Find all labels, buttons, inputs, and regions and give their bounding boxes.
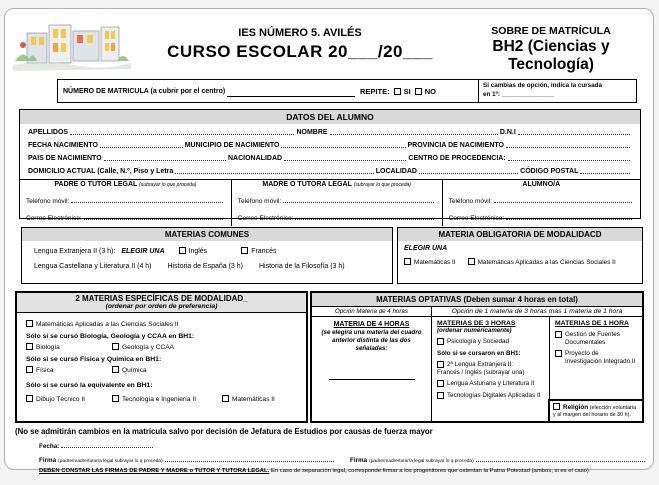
alumno-correo-field[interactable] [506, 211, 632, 220]
deben-constar-emphasis: DEBEN CONSTAR LAS FIRMAS DE PADRE Y MADRE o TUTOR Y TUTORA LEGAL. [39, 468, 270, 474]
row-pais-nacionalidad [20, 150, 640, 163]
alumno-telefono-label: Teléfono móvil: [448, 198, 492, 205]
envelope-title-block [453, 25, 649, 74]
matematicas-aplicadas-label: Matemáticas Aplicadas a las Ciencias Sociales II [477, 259, 616, 266]
materias-3h-note: (ordenar numéricamente) [437, 327, 512, 334]
obligatoria-elegir-una: ELEGIR UNA [404, 245, 448, 252]
student-data-section [19, 109, 641, 222]
gestion-fuentes-checkbox[interactable] [555, 331, 562, 338]
fecha-label: Fecha: [39, 443, 60, 450]
matematicas-ii-label: Matemáticas II [414, 259, 456, 266]
materias-optativas-section [310, 291, 644, 423]
especificas-subtitle: (ordenar por orden de preferencia) [105, 303, 218, 310]
frances-checkbox[interactable] [241, 247, 248, 254]
codigo-postal-label: CÓDIGO POSTAL [520, 168, 579, 175]
alumno-header: ALUMNO/A [522, 181, 561, 188]
fecha-nacimiento-field[interactable] [100, 139, 183, 148]
lengua-extranjera-label: Lengua Extranjera II (3 h): [34, 247, 116, 255]
quimica-checkbox[interactable] [112, 366, 119, 373]
madre-column [231, 180, 442, 226]
segunda-lengua-label: 2ª Lengua Extranjera II: [447, 360, 514, 368]
dibujo-tecnico-label: Dibujo Técnico II [36, 396, 85, 403]
deben-constar-rest: En caso de separación legal, corresponde firmar a los progenitores que ostentan la Patria Potestad (ambos, si es el caso) [270, 468, 589, 474]
fecha-field[interactable] [61, 439, 153, 448]
pais-label: PAIS DE NACIMIENTO [28, 155, 102, 162]
materias-comunes-title: MATERIAS COMUNES [22, 228, 392, 241]
digitales-checkbox[interactable] [437, 392, 444, 399]
proyecto-investigacion-checkbox[interactable] [555, 350, 562, 357]
matematicas-aplicadas-checkbox[interactable] [468, 258, 475, 265]
materias-3h-column [432, 317, 550, 421]
row-domicilio [20, 163, 640, 176]
firma-madre-field[interactable] [476, 453, 645, 462]
repite-si-label: SI [403, 86, 411, 96]
materias-especificas-section [15, 291, 308, 423]
nacionalidad-field[interactable] [284, 152, 406, 161]
nacionalidad-label: NACIONALIDAD [228, 155, 283, 162]
materia-obligatoria-section [397, 227, 643, 284]
matricula-number-field[interactable] [227, 86, 355, 97]
padre-header: PADRE O TUTOR LEGAL [54, 181, 138, 188]
footer-section [15, 427, 647, 474]
madre-correo-label: Correo Electrónico: [237, 215, 294, 222]
alumno-correo-label: Correo Electrónico: [448, 215, 505, 222]
provincia-label: PROVINCIA DE NACIMIENTO [407, 142, 504, 149]
repite-si-checkbox[interactable] [394, 88, 401, 95]
lengua-castellana-label: Lengua Castellana y Literatura II (4 h) [34, 263, 152, 270]
segunda-lengua-checkbox[interactable] [437, 361, 444, 368]
segunda-lengua-sub: Francés / Inglés (subrayar una) [437, 369, 525, 377]
historia-filosofia-label: Historia de la Filosofía (3 h) [259, 263, 345, 270]
firma-padre-note: (padre/madre/tutor/a legal subrayar lo q proceda) [58, 459, 163, 464]
gestion-fuentes-label: Gestión de Fuentes Documentales [565, 331, 620, 346]
student-data-title: DATOS DEL ALUMNO [20, 110, 640, 124]
optativas-title: MATERIAS OPTATIVAS (Deben sumar 4 horas en total) [312, 293, 642, 307]
proyecto-investigacion-label: Proyecto de Investigación Integrado II [565, 350, 636, 365]
solo-cursaron-heading: Sólo si se cursaron en BH1: [437, 349, 521, 357]
padre-column [20, 180, 231, 226]
psicologia-checkbox[interactable] [437, 338, 444, 345]
school-name: IES NÚMERO 5. AVILÉS [238, 27, 362, 39]
solo-fisica-heading: Sólo si se cursó Física y Química en BH1: [26, 356, 162, 363]
localidad-field[interactable] [419, 165, 518, 174]
repite-label: REPITE: [360, 86, 390, 96]
alumno-telefono-field[interactable] [494, 194, 632, 203]
madre-telefono-label: Teléfono móvil: [237, 198, 282, 205]
matematicas-ii-checkbox[interactable] [404, 258, 411, 265]
nombre-label: NOMBRE [296, 129, 328, 136]
madre-subrayar-note: (subrayar lo que proceda) [353, 182, 411, 188]
frances-label: Francés [251, 248, 277, 255]
firma-padre-label: Firma [39, 457, 57, 464]
solo-biologia-heading: Sólo si se cursó Biología, Geología y CCAA en BH1: [26, 333, 195, 340]
esp-mat-aplicadas-label: Matemáticas Aplicadas a las Ciencias Sociales II [36, 321, 179, 328]
pais-field[interactable] [104, 152, 226, 161]
tecnologia-ingenieria-label: Tecnología e Ingeniería II [122, 396, 197, 403]
madre-telefono-field[interactable] [283, 194, 433, 203]
dni-label: D.N.I [499, 129, 516, 136]
tecnologia-ingenieria-checkbox[interactable] [112, 395, 119, 402]
esp-mat-aplicadas-checkbox[interactable] [26, 320, 33, 327]
fisica-label: Física [36, 367, 54, 374]
modality-title: BH2 (Ciencias y Tecnología) [492, 38, 610, 73]
alumno-column [442, 180, 640, 226]
firma-madre-label: Firma [350, 457, 368, 464]
centro-procedencia-field[interactable] [508, 152, 630, 161]
elegir-una-label: ELEGIR UNA [121, 247, 165, 255]
geologia-checkbox[interactable] [112, 343, 119, 350]
materias-1h-column [550, 317, 642, 421]
materia-4h-column [312, 317, 432, 421]
religion-box [548, 399, 644, 423]
dni-field[interactable] [518, 126, 630, 135]
domicilio-field[interactable] [175, 165, 373, 174]
apellidos-label: APELLIDOS [28, 129, 69, 136]
firma-madre-note: (padre/madre/tutor/a legal subrayar lo q proceda) [369, 459, 474, 464]
materias-comunes-section [21, 227, 393, 284]
municipio-field[interactable] [281, 139, 405, 148]
firma-padre-field[interactable] [165, 453, 334, 462]
ingles-label: Inglés [188, 248, 208, 255]
opcion-3h-1h-header: Opción de 1 materia de 3 horas más 1 materia de 1 hora [451, 308, 623, 315]
religion-checkbox[interactable] [553, 403, 560, 410]
materias-3h-title: MATERIAS DE 3 HORAS [437, 320, 516, 327]
esp-matematicas-ii-label: Matemáticas II [232, 396, 275, 403]
apellidos-field[interactable] [70, 126, 294, 135]
course-year-line: CURSO ESCOLAR 20___/20___ [167, 42, 433, 61]
especificas-title: 2 MATERIAS ESPECÍFICAS DE MODALIDAD_ [75, 294, 248, 303]
madre-correo-field[interactable] [295, 211, 433, 220]
religion-label: Religión [563, 404, 589, 412]
religion-note: (elección voluntaria y al margen del horario de 30 h). [553, 405, 637, 419]
materias-1h-title: MATERIAS DE 1 HORA [555, 320, 629, 327]
materia-4h-title: MATERIA DE 4 HORAS [333, 321, 410, 328]
geologia-label: Geología y CCAA [122, 344, 175, 351]
fisica-checkbox[interactable] [26, 366, 33, 373]
matricula-form-sheet [4, 8, 654, 474]
matricula-number-label: NÚMERO DE MATRICULA (a cubrir por el centro) [63, 87, 226, 95]
municipio-label: MUNICIPIO DE NACIMIENTO [184, 142, 280, 149]
codigo-postal-field[interactable] [580, 165, 630, 174]
madre-header: MADRE O TUTORA LEGAL [262, 181, 352, 188]
option-change-note: Si cambias de opción, indica la cursada en 1º: _______________ [478, 80, 636, 102]
provincia-field[interactable] [506, 139, 630, 148]
centro-procedencia-label: CENTRO DE PROCEDENCIA: [408, 155, 506, 162]
ingles-checkbox[interactable] [179, 247, 186, 254]
materia-4h-note: (se elegirá una materia del cuadro anterior distinta de las dos señaladas: [321, 329, 422, 352]
biologia-label: Biología [36, 344, 60, 351]
fecha-nacimiento-label: FECHA NACIMIENTO [28, 142, 98, 149]
opcion-4h-header: Opción Materia de 4 horas [312, 307, 432, 316]
solo-equivalente-heading: Sólo si se cursó la equivalente en BH1: [26, 382, 153, 389]
materia-obligatoria-title: MATERIA OBLIGATORIA DE MODALIDACD [398, 228, 642, 241]
quimica-label: Química [122, 367, 147, 374]
envelope-label: SOBRE DE MATRÍCULA [491, 25, 611, 37]
localidad-label: LOCALIDAD [375, 168, 417, 175]
historia-espana-label: Historia de España (3 h) [167, 263, 243, 270]
matricula-number-row [57, 79, 637, 103]
digitales-label: Tecnologías Digitales Aplicadas II [447, 391, 541, 399]
nombre-field[interactable] [330, 126, 498, 135]
repite-no-checkbox[interactable] [415, 88, 422, 95]
domicilio-label: DOMICILIO ACTUAL (Calle, N.º, Piso y Letra [28, 168, 174, 175]
psicologia-label: Psicología y Sociedad [447, 338, 509, 345]
biologia-checkbox[interactable] [26, 343, 33, 350]
padre-telefono-label: Teléfono móvil: [26, 198, 70, 205]
padre-subrayar-note: (subrayar lo que proceda) [139, 182, 197, 188]
asturiana-checkbox[interactable] [437, 380, 444, 387]
padre-correo-label: Correo Electrónico: [26, 215, 82, 222]
materia-4h-field[interactable] [329, 372, 415, 380]
no-cambios-notice: (No se admitirán cambios en la matrícula salvo por decisión de Jefatura de Estudios por causas de fuerza mayor [15, 427, 433, 436]
esp-matematicas-ii-checkbox[interactable] [222, 395, 229, 402]
tutors-table [20, 179, 640, 226]
dibujo-tecnico-checkbox[interactable] [26, 395, 33, 402]
row-apellidos-nombre-dni [20, 124, 640, 137]
asturiana-label: Lengua Asturiana y Literatura II [447, 380, 535, 388]
row-nacimiento [20, 137, 640, 150]
padre-telefono-field[interactable] [71, 194, 222, 203]
padre-correo-field[interactable] [84, 211, 223, 220]
form-title-block [145, 27, 455, 62]
school-building-logo [13, 15, 131, 75]
repite-no-label: NO [424, 86, 436, 96]
